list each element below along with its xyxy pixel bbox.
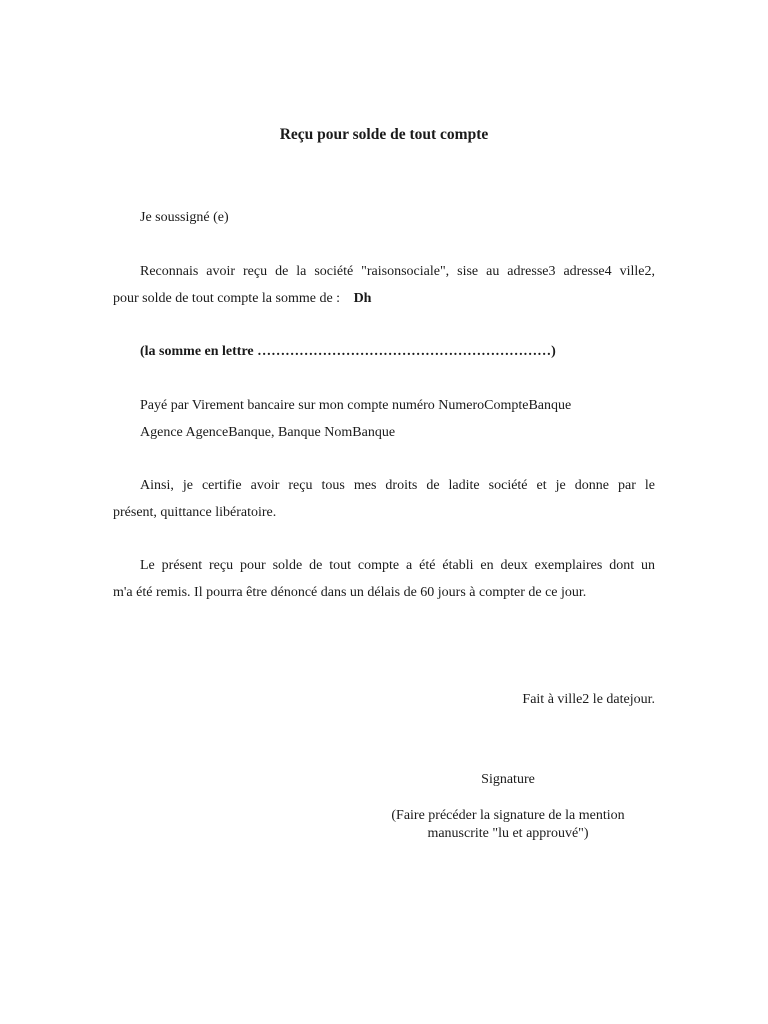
receipt-line-1: Reconnais avoir reçu de la société "raisonsociale", sise au adresse3 adresse4 ville2,: [140, 264, 655, 279]
currency-label: Dh: [353, 291, 372, 306]
certify-line-2: présent, quittance libératoire.: [113, 505, 277, 520]
intro-text: Je soussigné (e): [140, 210, 229, 225]
payment-line-2: Agence AgenceBanque, Banque NomBanque: [140, 425, 396, 440]
copies-line-2: m'a été remis. Il pourra être dénoncé dans un délais de 60 jours à compter de ce jour.: [113, 585, 587, 600]
payment-line-1: Payé par Virement bancaire sur mon compte numéro NumeroCompteBanque: [140, 398, 572, 413]
copies-line-1: Le présent reçu pour solde de tout compte a été établi en deux exemplaires dont un: [140, 558, 655, 573]
receipt-line-2: [113, 291, 371, 307]
place-date: Fait à ville2 le datejour.: [522, 692, 655, 707]
receipt-amount-text: pour solde de tout compte la somme de :: [113, 291, 341, 306]
signature-label: Signature: [481, 772, 535, 787]
signature-note-line-1: (Faire précéder la signature de la mention: [391, 808, 625, 823]
certify-line-1: Ainsi, je certifie avoir reçu tous mes droits de ladite société et je donne par le: [140, 478, 655, 493]
document-title: Reçu pour solde de tout compte: [279, 126, 489, 143]
amount-in-words: (la somme en lettre ………………………………………………………): [140, 344, 556, 359]
signature-note-line-2: manuscrite "lu et approuvé"): [427, 826, 589, 841]
